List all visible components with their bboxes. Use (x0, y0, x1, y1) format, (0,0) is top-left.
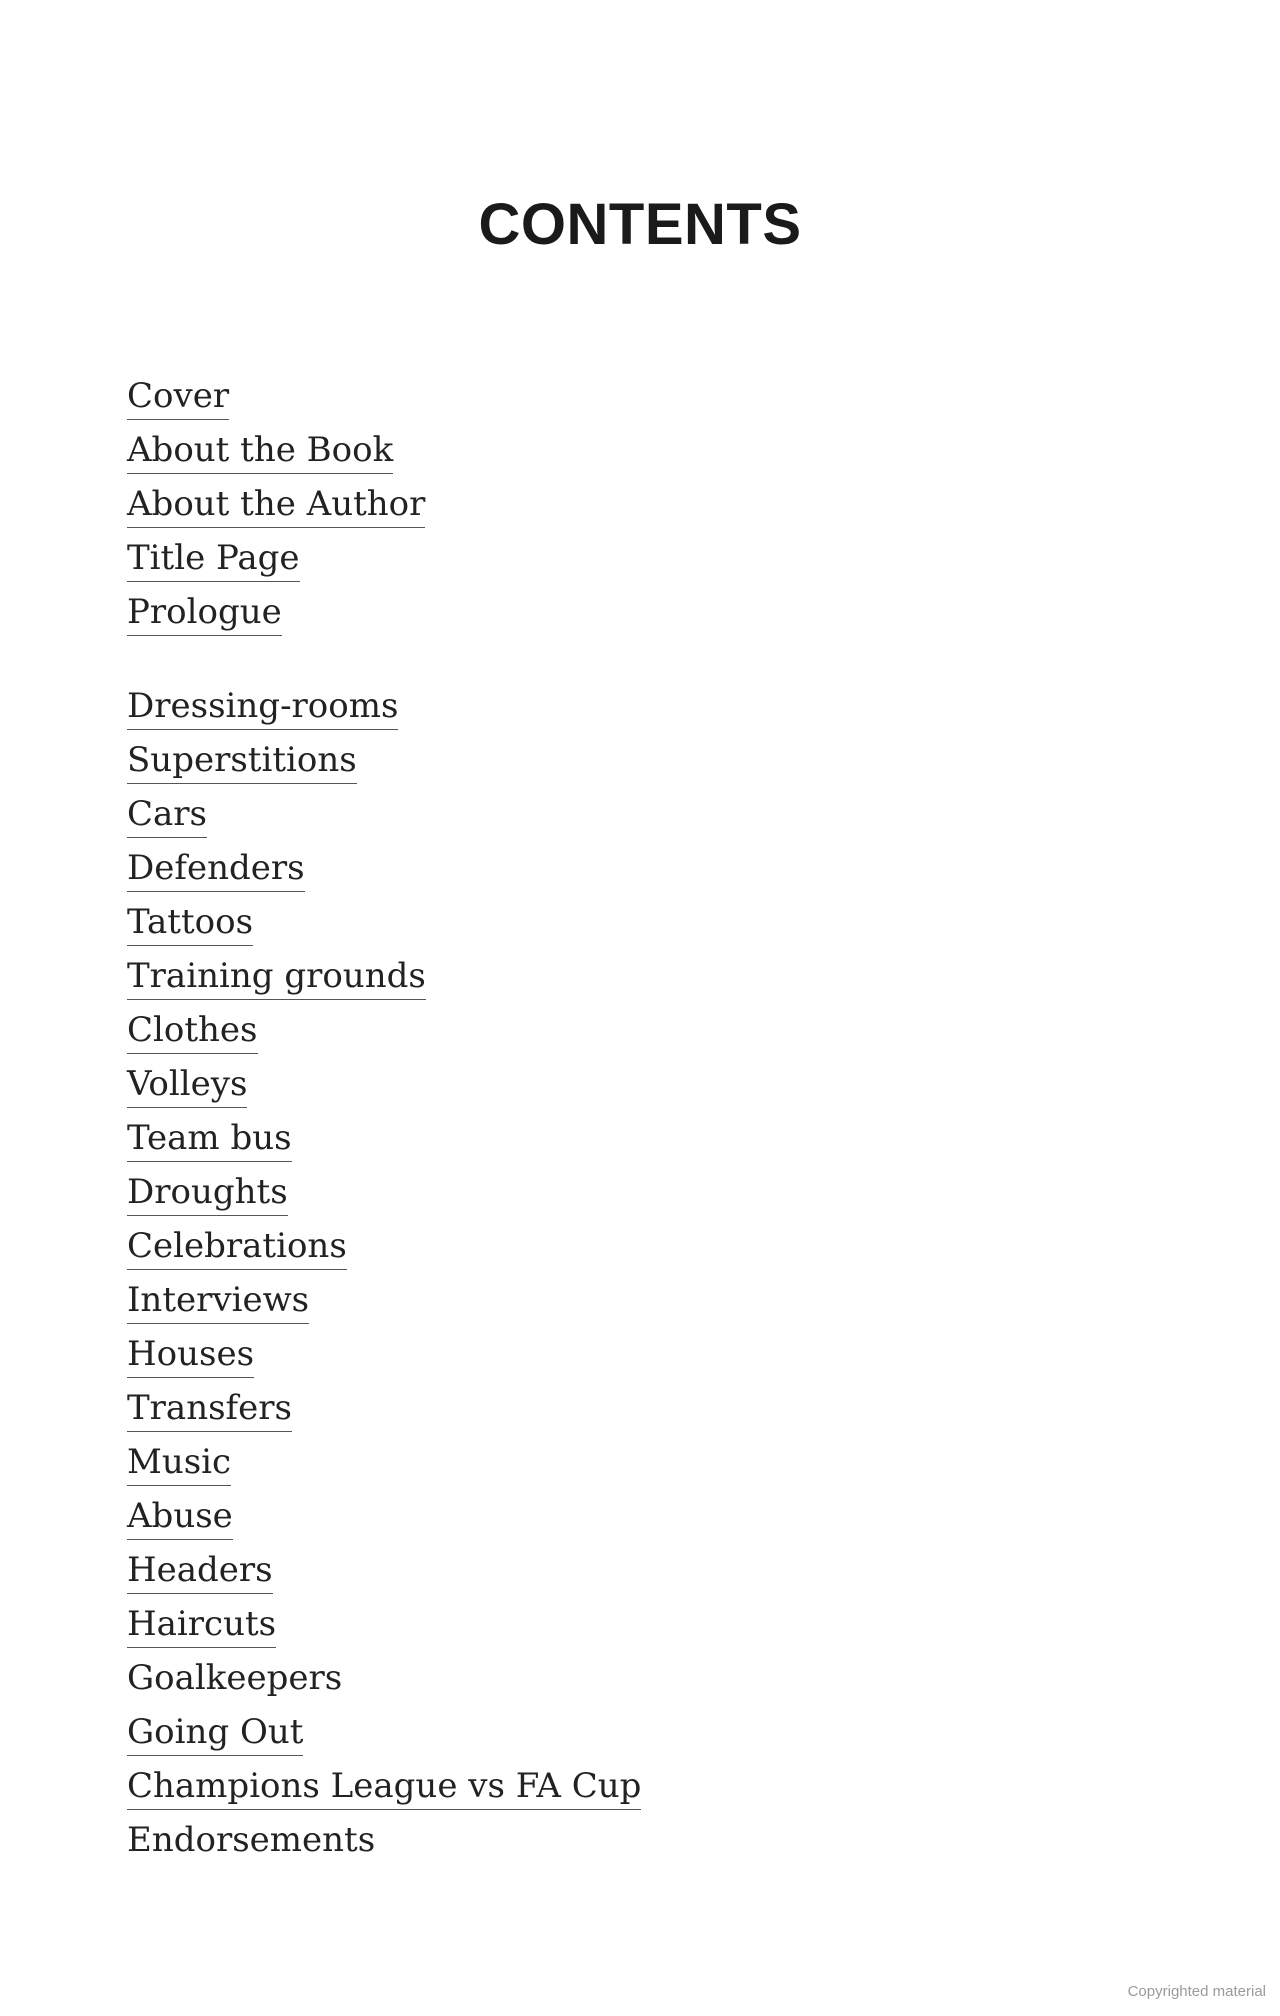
copyright-note: Copyrighted material (1127, 1983, 1266, 2000)
toc-link-team-bus[interactable]: Team bus (127, 1118, 292, 1162)
toc-link-goalkeepers[interactable]: Goalkeepers (127, 1658, 343, 1698)
toc-link-prologue[interactable]: Prologue (127, 592, 282, 636)
toc-entry-transfers (127, 1388, 292, 1432)
toc-entry-training-grounds (127, 956, 426, 1000)
toc-link-about-the-book[interactable]: About the Book (127, 430, 393, 474)
toc-entry-going-out (127, 1712, 303, 1756)
toc-link-interviews[interactable]: Interviews (127, 1280, 309, 1324)
toc-entry-volleys (127, 1064, 247, 1108)
toc-link-celebrations[interactable]: Celebrations (127, 1226, 347, 1270)
toc-link-tattoos[interactable]: Tattoos (127, 902, 253, 946)
toc-entry-interviews (127, 1280, 309, 1324)
toc-link-cars[interactable]: Cars (127, 794, 207, 838)
toc-link-champions-league-vs-fa-cup[interactable]: Champions League vs FA Cup (127, 1766, 641, 1810)
toc-link-abuse[interactable]: Abuse (127, 1496, 233, 1540)
toc-entry-about-the-book (127, 430, 393, 474)
toc-link-droughts[interactable]: Droughts (127, 1172, 288, 1216)
toc-link-cover[interactable]: Cover (127, 376, 229, 420)
toc-entry-cars (127, 794, 207, 838)
toc-entry-prologue (127, 592, 282, 636)
toc-entry-music (127, 1442, 231, 1486)
toc-link-haircuts[interactable]: Haircuts (127, 1604, 276, 1648)
toc-entry-champions-league-vs-fa-cup (127, 1766, 641, 1810)
toc-entry-team-bus (127, 1118, 292, 1162)
toc-entry-endorsements (127, 1820, 375, 1863)
toc-link-headers[interactable]: Headers (127, 1550, 273, 1594)
toc-entry-title-page (127, 538, 300, 582)
toc-link-going-out[interactable]: Going Out (127, 1712, 303, 1756)
toc-link-houses[interactable]: Houses (127, 1334, 254, 1378)
toc-link-title-page[interactable]: Title Page (127, 538, 300, 582)
toc-entry-haircuts (127, 1604, 276, 1648)
page-title: CONTENTS (478, 192, 802, 257)
toc-entry-headers (127, 1550, 273, 1594)
toc-entry-houses (127, 1334, 254, 1378)
toc-entry-defenders (127, 848, 305, 892)
toc-entry-tattoos (127, 902, 253, 946)
toc-entry-clothes (127, 1010, 258, 1054)
toc-link-music[interactable]: Music (127, 1442, 231, 1486)
toc-link-training-grounds[interactable]: Training grounds (127, 956, 426, 1000)
toc-link-endorsements[interactable]: Endorsements (127, 1820, 376, 1860)
toc-entry-about-the-author (127, 484, 425, 528)
toc-link-volleys[interactable]: Volleys (127, 1064, 247, 1108)
toc-link-dressing-rooms[interactable]: Dressing-rooms (127, 686, 398, 730)
toc-entry-cover (127, 376, 229, 420)
toc-entry-dressing-rooms (127, 686, 398, 730)
toc-link-about-the-author[interactable]: About the Author (127, 484, 425, 528)
toc-entry-abuse (127, 1496, 233, 1540)
toc-entry-superstitions (127, 740, 357, 784)
toc-link-clothes[interactable]: Clothes (127, 1010, 258, 1054)
toc-entry-goalkeepers (127, 1658, 342, 1701)
toc-link-defenders[interactable]: Defenders (127, 848, 305, 892)
toc-link-superstitions[interactable]: Superstitions (127, 740, 357, 784)
toc-link-transfers[interactable]: Transfers (127, 1388, 292, 1432)
toc-entry-celebrations (127, 1226, 347, 1270)
toc-entry-droughts (127, 1172, 288, 1216)
